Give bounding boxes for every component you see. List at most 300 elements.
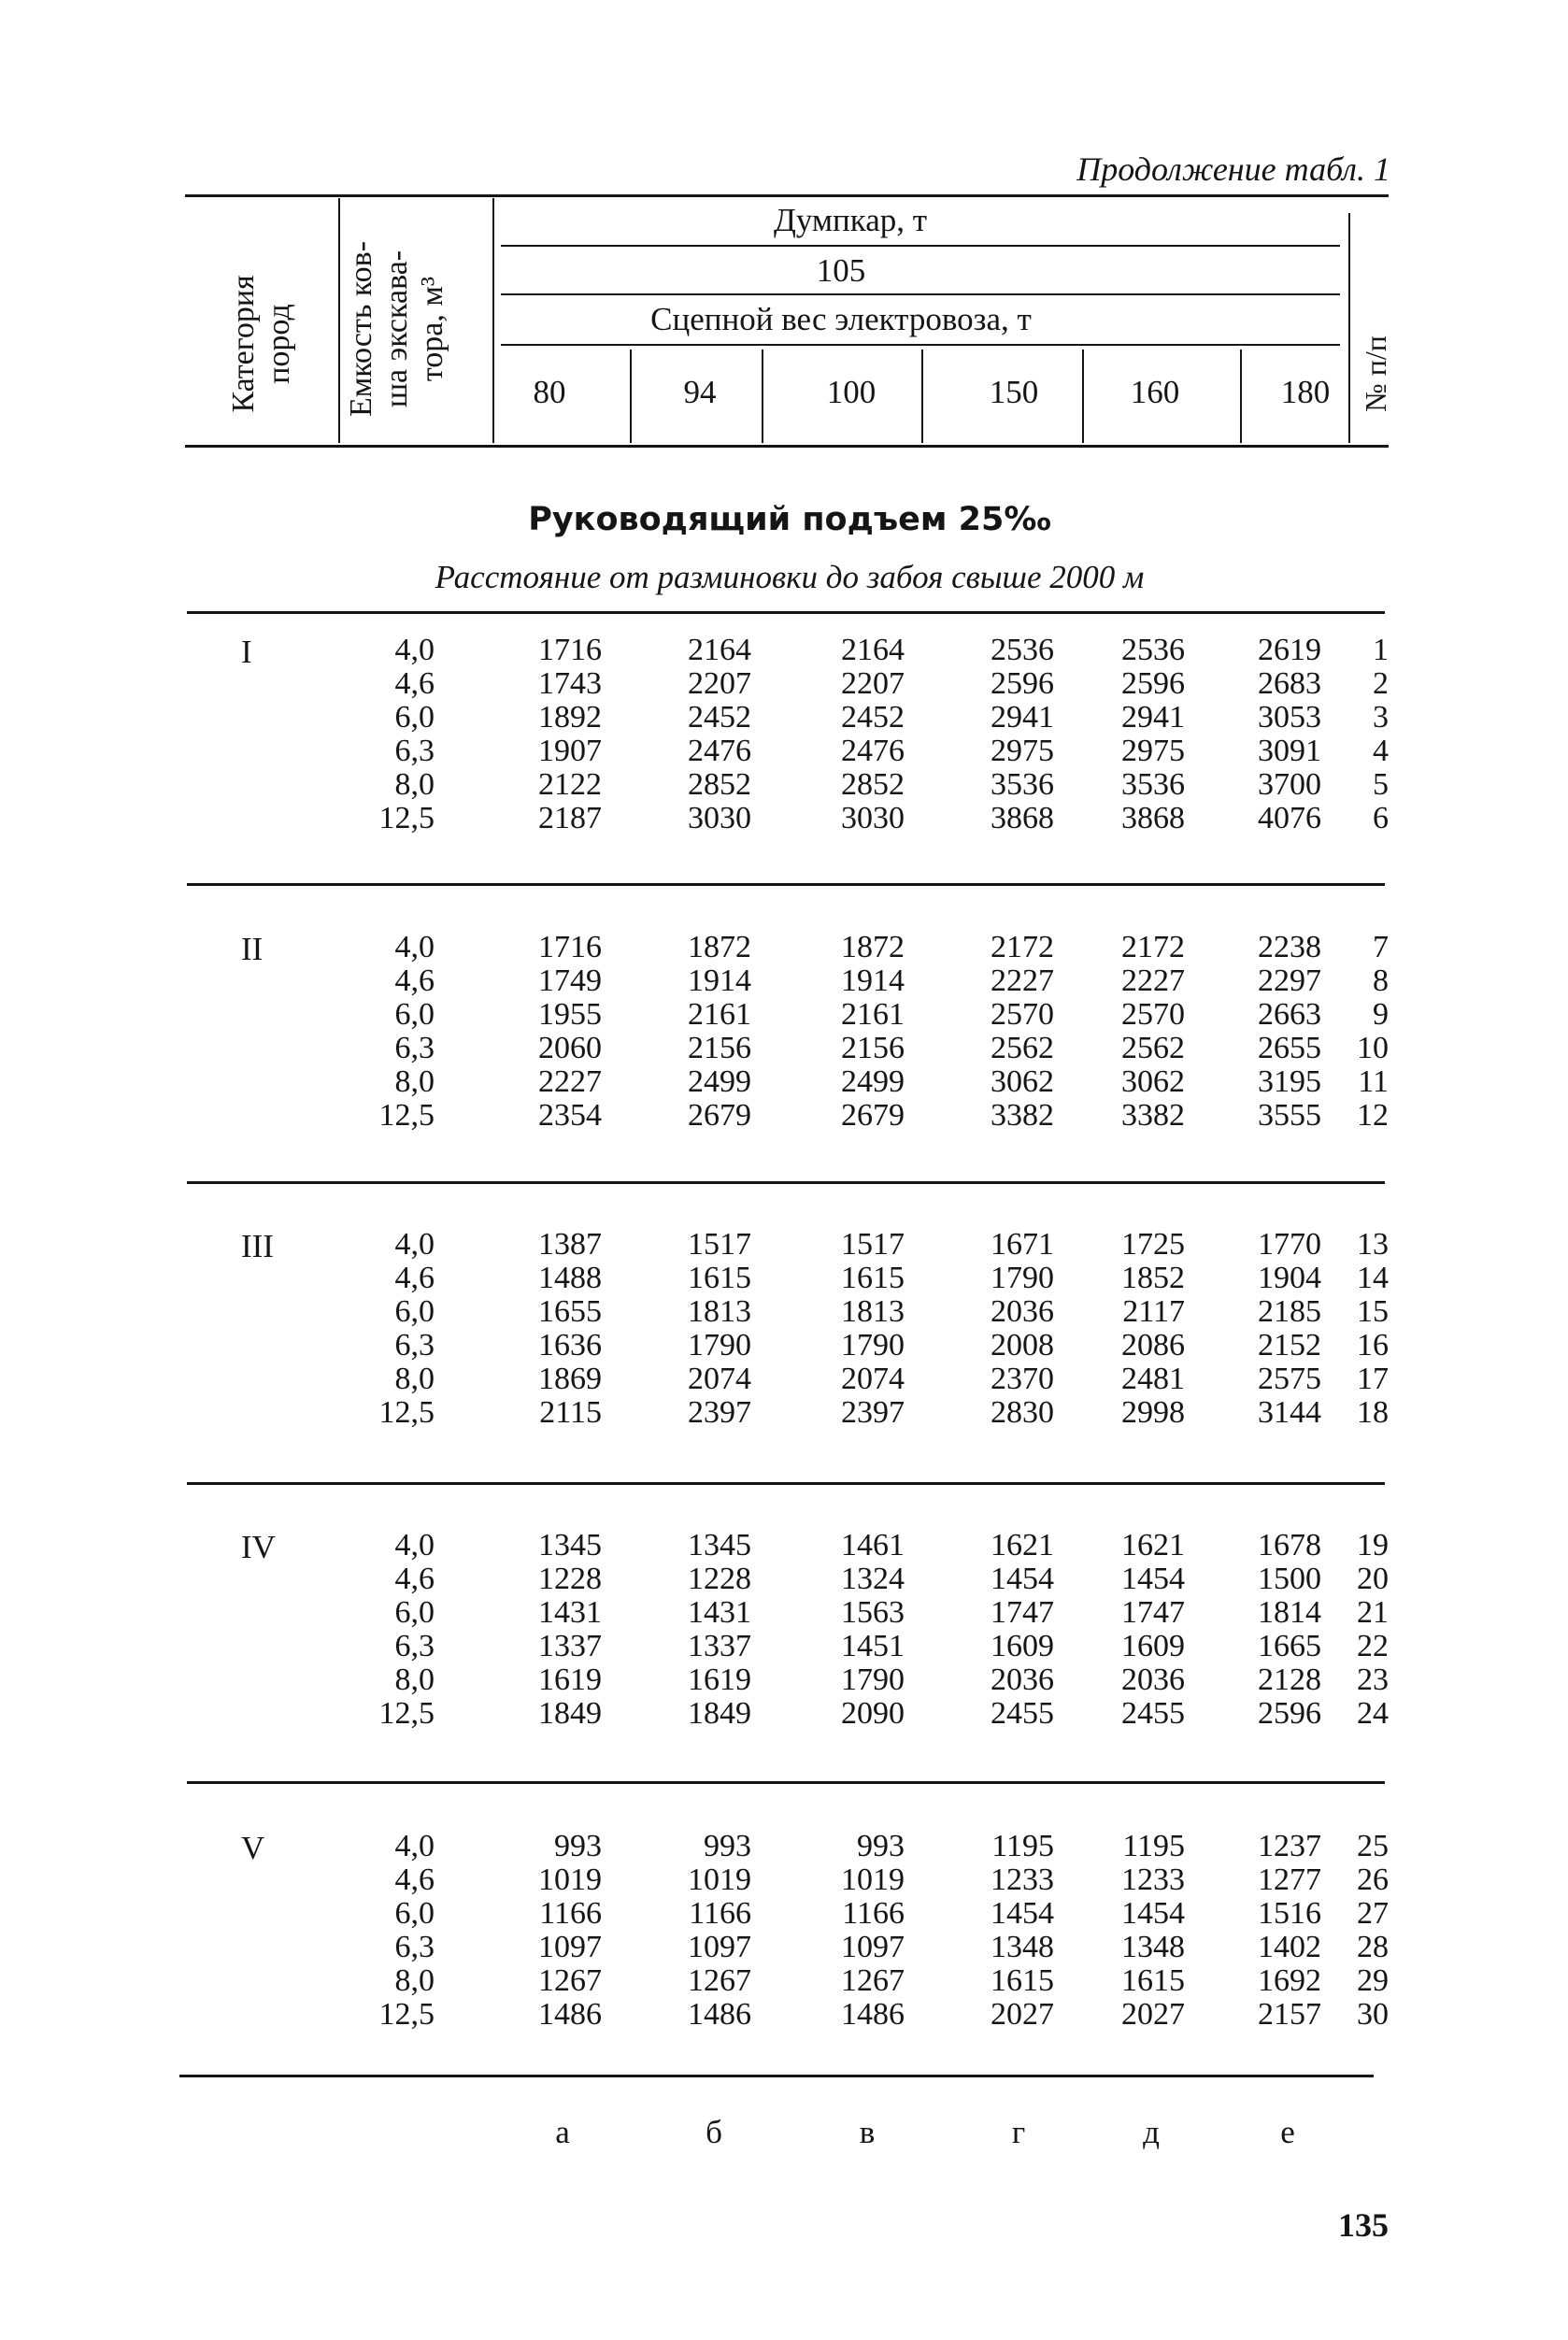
value-column [783, 931, 905, 1133]
header-loco-weight: Сцепной вес электровоза, т [650, 301, 1032, 337]
value-column [480, 1228, 602, 1430]
col-header: 150 [989, 374, 1039, 410]
table-cell: 1813 [841, 1294, 905, 1329]
category-label: V [241, 1830, 265, 1866]
table-cell: 4,6 [394, 1562, 435, 1596]
table-cell: 2998 [1121, 1395, 1185, 1430]
table-cell: 2164 [688, 633, 751, 667]
table-cell: 2570 [1121, 997, 1185, 1032]
group-separator [187, 1781, 1385, 1784]
table-cell: 1743 [538, 666, 602, 701]
value-column [1063, 1228, 1185, 1430]
table-cell: 2172 [1121, 930, 1185, 964]
header-dumpcar: Думпкар, т [773, 202, 928, 238]
table-cell: 2238 [1258, 930, 1321, 964]
table-cell: 2122 [538, 767, 602, 802]
table-bottom-rule [179, 2075, 1374, 2077]
row-number-column [1267, 1830, 1389, 2032]
table-cell: 1431 [538, 1595, 602, 1630]
table-cell: 1790 [841, 1328, 905, 1363]
value-column [1063, 1830, 1185, 2032]
table-cell: 23 [1357, 1662, 1389, 1697]
table-cell: 6,3 [394, 1629, 435, 1663]
table-cell: 2187 [538, 801, 602, 835]
table-cell: 1348 [991, 1930, 1054, 1964]
table-cell: 2679 [688, 1098, 751, 1133]
table-cell: 2596 [1121, 666, 1185, 701]
header-divider [1082, 350, 1084, 443]
table-cell: 1872 [841, 930, 905, 964]
bucket-column [313, 1830, 435, 2032]
table-cell: 2297 [1258, 963, 1321, 998]
table-cell: 1345 [538, 1528, 602, 1562]
section-subtitle: Расстояние от разминовки до забоя свыше 2000 м [435, 559, 1145, 595]
table-cell: 1267 [688, 1963, 751, 1998]
table-cell: 2452 [688, 700, 751, 735]
table-cell: 1852 [1121, 1261, 1185, 1295]
table-cell: 1500 [1258, 1562, 1321, 1596]
table-cell: 8 [1373, 963, 1389, 998]
value-column [480, 634, 602, 835]
table-cell: 1488 [538, 1261, 602, 1295]
table-cell: 2157 [1258, 1997, 1321, 2032]
header-category: Категория пород [226, 275, 296, 413]
column-letter: а [555, 2114, 570, 2150]
table-cell: 3868 [991, 801, 1054, 835]
table-cell: 4 [1373, 734, 1389, 768]
table-cell: 2227 [991, 963, 1054, 998]
table-cell: 2074 [688, 1362, 751, 1396]
table-cell: 2060 [538, 1031, 602, 1065]
table-cell: 1615 [991, 1963, 1054, 1998]
table-cell: 1621 [1121, 1528, 1185, 1562]
table-cell: 1267 [841, 1963, 905, 1998]
header-divider [338, 198, 340, 443]
table-cell: 2683 [1258, 666, 1321, 701]
table-cell: 1814 [1258, 1595, 1321, 1630]
table-cell: 21 [1357, 1595, 1389, 1630]
row-number-column [1267, 634, 1389, 835]
table-cell: 1716 [538, 633, 602, 667]
value-column [933, 1228, 1054, 1430]
table-cell: 1454 [1121, 1562, 1185, 1596]
bucket-column [313, 634, 435, 835]
table-cell: 1451 [841, 1629, 905, 1663]
column-letter: г [1011, 2114, 1026, 2150]
table-cell: 1228 [688, 1562, 751, 1596]
table-cell: 993 [704, 1829, 751, 1863]
value-column [630, 634, 751, 835]
value-column [630, 1529, 751, 1731]
header-rule [501, 344, 1340, 346]
table-cell: 993 [857, 1829, 905, 1863]
table-cell: 1725 [1121, 1227, 1185, 1262]
table-cell: 1454 [991, 1562, 1054, 1596]
table-cell: 1233 [1121, 1862, 1185, 1897]
table-cell: 2455 [991, 1696, 1054, 1731]
table-cell: 1790 [688, 1328, 751, 1363]
table-cell: 12,5 [378, 1696, 435, 1731]
table-cell: 3700 [1258, 767, 1321, 802]
table-cell: 4,6 [394, 1261, 435, 1295]
table-cell: 28 [1357, 1930, 1389, 1964]
table-cell: 1665 [1258, 1629, 1321, 1663]
table-cell: 13 [1357, 1227, 1389, 1262]
table-continuation-label: Продолжение табл. 1 [1076, 150, 1390, 188]
table-cell: 1 [1373, 633, 1389, 667]
table-cell: 2570 [991, 997, 1054, 1032]
table-cell: 4,0 [394, 1227, 435, 1262]
bucket-column [313, 1228, 435, 1430]
table-cell: 2452 [841, 700, 905, 735]
table-cell: 2941 [1121, 700, 1185, 735]
table-cell: 1872 [688, 930, 751, 964]
row-number-column [1267, 931, 1389, 1133]
header-rule [501, 293, 1340, 295]
value-column [1063, 634, 1185, 835]
table-cell: 8,0 [394, 1362, 435, 1396]
column-letter: в [859, 2114, 876, 2150]
table-cell: 1337 [538, 1629, 602, 1663]
table-cell: 24 [1357, 1696, 1389, 1731]
table-cell: 12,5 [378, 1997, 435, 2032]
category-label: I [241, 634, 252, 670]
table-cell: 4,6 [394, 1862, 435, 1897]
table-cell: 1671 [991, 1227, 1054, 1262]
table-cell: 1563 [841, 1595, 905, 1630]
table-cell: 2663 [1258, 997, 1321, 1032]
table-cell: 1348 [1121, 1930, 1185, 1964]
table-cell: 1615 [841, 1261, 905, 1295]
table-cell: 20 [1357, 1562, 1389, 1596]
table-cell: 993 [554, 1829, 602, 1863]
table-cell: 6,0 [394, 1595, 435, 1630]
header-top-rule [185, 194, 1389, 197]
table-cell: 6,3 [394, 734, 435, 768]
value-column [480, 1830, 602, 2032]
table-cell: 1678 [1258, 1528, 1321, 1562]
table-cell: 2852 [841, 767, 905, 802]
table-cell: 4,0 [394, 1829, 435, 1863]
table-cell: 6,0 [394, 1294, 435, 1329]
table-cell: 12,5 [378, 1395, 435, 1430]
table-cell: 17 [1357, 1362, 1389, 1396]
table-cell: 2975 [1121, 734, 1185, 768]
table-cell: 1454 [991, 1896, 1054, 1931]
table-cell: 1619 [538, 1662, 602, 1697]
table-cell: 12 [1357, 1098, 1389, 1133]
table-cell: 3195 [1258, 1064, 1321, 1099]
table-cell: 4,0 [394, 633, 435, 667]
bucket-column [313, 1529, 435, 1731]
table-cell: 2036 [991, 1662, 1054, 1697]
table-cell: 1387 [538, 1227, 602, 1262]
table-cell: 6,3 [394, 1031, 435, 1065]
table-cell: 3030 [688, 801, 751, 835]
table-cell: 2655 [1258, 1031, 1321, 1065]
table-cell: 3062 [1121, 1064, 1185, 1099]
table-cell: 1615 [688, 1261, 751, 1295]
group-separator [187, 883, 1385, 886]
table-cell: 1609 [991, 1629, 1054, 1663]
value-column [630, 1830, 751, 2032]
table-cell: 3091 [1258, 734, 1321, 768]
table-cell: 26 [1357, 1862, 1389, 1897]
table-cell: 1849 [688, 1696, 751, 1731]
table-cell: 3536 [1121, 767, 1185, 802]
table-cell: 1195 [1122, 1829, 1185, 1863]
table-cell: 12,5 [378, 801, 435, 835]
table-cell: 2036 [991, 1294, 1054, 1329]
col-header: 80 [533, 374, 566, 410]
table-cell: 22 [1357, 1629, 1389, 1663]
table-cell: 1277 [1258, 1862, 1321, 1897]
table-cell: 2008 [991, 1328, 1054, 1363]
table-cell: 1914 [841, 963, 905, 998]
value-column [1063, 931, 1185, 1133]
table-cell: 1166 [539, 1896, 602, 1931]
header-row-number: № п/п [1359, 335, 1392, 412]
table-cell: 2536 [1121, 633, 1185, 667]
table-cell: 12,5 [378, 1098, 435, 1133]
table-cell: 3382 [1121, 1098, 1185, 1133]
table-cell: 4,0 [394, 930, 435, 964]
value-column [480, 931, 602, 1133]
table-cell: 2619 [1258, 633, 1321, 667]
value-column [783, 1228, 905, 1430]
table-cell: 1233 [991, 1862, 1054, 1897]
section-rule [187, 611, 1385, 614]
header-bucket-capacity: Емкость ков- ша экскава- тора, м³ [344, 240, 449, 418]
table-cell: 1516 [1258, 1896, 1321, 1931]
table-cell: 1431 [688, 1595, 751, 1630]
table-cell: 1486 [841, 1997, 905, 2032]
table-cell: 3555 [1258, 1098, 1321, 1133]
table-cell: 1019 [538, 1862, 602, 1897]
table-cell: 1790 [841, 1662, 905, 1697]
col-header: 180 [1280, 374, 1331, 410]
table-cell: 2185 [1258, 1294, 1321, 1329]
table-cell: 4076 [1258, 801, 1321, 835]
table-cell: 1655 [538, 1294, 602, 1329]
table-cell: 1747 [1121, 1595, 1185, 1630]
table-cell: 2227 [1121, 963, 1185, 998]
page-number: 135 [1338, 2206, 1389, 2244]
table-cell: 1892 [538, 700, 602, 735]
table-cell: 27 [1357, 1896, 1389, 1931]
table-cell: 6,0 [394, 997, 435, 1032]
table-cell: 1749 [538, 963, 602, 998]
bucket-column [313, 931, 435, 1133]
table-cell: 1904 [1258, 1261, 1321, 1295]
table-cell: 1849 [538, 1696, 602, 1731]
table-cell: 3536 [991, 767, 1054, 802]
table-cell: 2164 [841, 633, 905, 667]
table-cell: 1402 [1258, 1930, 1321, 1964]
table-cell: 1692 [1258, 1963, 1321, 1998]
value-column [933, 634, 1054, 835]
table-cell: 1486 [688, 1997, 751, 2032]
header-divider [492, 198, 494, 443]
table-cell: 4,6 [394, 963, 435, 998]
column-letter: е [1280, 2114, 1295, 2150]
table-cell: 2941 [991, 700, 1054, 735]
table-cell: 5 [1373, 767, 1389, 802]
table-cell: 2090 [841, 1696, 905, 1731]
group-separator [187, 1181, 1385, 1184]
table-cell: 8,0 [394, 1064, 435, 1099]
table-cell: 2354 [538, 1098, 602, 1133]
table-cell: 8,0 [394, 1662, 435, 1697]
table-cell: 7 [1373, 930, 1389, 964]
table-cell: 1019 [841, 1862, 905, 1897]
table-cell: 2207 [688, 666, 751, 701]
table-cell: 11 [1358, 1064, 1389, 1099]
table-cell: 2207 [841, 666, 905, 701]
table-cell: 9 [1373, 997, 1389, 1032]
table-cell: 4,6 [394, 666, 435, 701]
table-cell: 1517 [688, 1227, 751, 1262]
category-label: IV [241, 1529, 276, 1565]
table-cell: 1636 [538, 1328, 602, 1363]
table-cell: 2086 [1121, 1328, 1185, 1363]
table-cell: 25 [1357, 1829, 1389, 1863]
column-letter: д [1143, 2114, 1160, 2150]
table-cell: 1195 [991, 1829, 1054, 1863]
table-cell: 2036 [1121, 1662, 1185, 1697]
table-cell: 6,0 [394, 700, 435, 735]
col-header: 160 [1130, 374, 1180, 410]
value-column [480, 1529, 602, 1731]
col-header: 94 [683, 374, 717, 410]
table-cell: 2975 [991, 734, 1054, 768]
table-cell: 1914 [688, 963, 751, 998]
table-cell: 1621 [991, 1528, 1054, 1562]
table-cell: 2172 [991, 930, 1054, 964]
table-cell: 2397 [688, 1395, 751, 1430]
table-cell: 2152 [1258, 1328, 1321, 1363]
table-cell: 1869 [538, 1362, 602, 1396]
row-number-column [1267, 1529, 1389, 1731]
table-cell: 2370 [991, 1362, 1054, 1396]
table-cell: 3030 [841, 801, 905, 835]
table-cell: 1907 [538, 734, 602, 768]
table-cell: 2027 [991, 1997, 1054, 2032]
table-cell: 2476 [841, 734, 905, 768]
table-cell: 18 [1357, 1395, 1389, 1430]
table-cell: 16 [1357, 1328, 1389, 1363]
table-cell: 1267 [538, 1963, 602, 1998]
header-divider [1348, 213, 1350, 443]
header-divider [762, 350, 763, 443]
value-column [630, 1228, 751, 1430]
table-cell: 1716 [538, 930, 602, 964]
table-cell: 2562 [991, 1031, 1054, 1065]
table-cell: 10 [1357, 1031, 1389, 1065]
value-column [783, 634, 905, 835]
table-cell: 1454 [1121, 1896, 1185, 1931]
table-cell: 4,0 [394, 1528, 435, 1562]
table-cell: 1790 [991, 1261, 1054, 1295]
header-divider [630, 350, 632, 443]
value-column [933, 1529, 1054, 1731]
table-cell: 14 [1357, 1261, 1389, 1295]
table-cell: 2476 [688, 734, 751, 768]
table-cell: 6,0 [394, 1896, 435, 1931]
table-cell: 2596 [1258, 1696, 1321, 1731]
header-divider [921, 350, 923, 443]
table-cell: 1619 [688, 1662, 751, 1697]
table-cell: 2536 [991, 633, 1054, 667]
table-cell: 1486 [538, 1997, 602, 2032]
category-label: II [241, 931, 264, 967]
table-cell: 2161 [841, 997, 905, 1032]
table-cell: 2 [1373, 666, 1389, 701]
table-cell: 2499 [841, 1064, 905, 1099]
row-number-column [1267, 1228, 1389, 1430]
value-column [783, 1529, 905, 1731]
table-cell: 1813 [688, 1294, 751, 1329]
table-cell: 29 [1357, 1963, 1389, 1998]
table-cell: 1166 [842, 1896, 905, 1931]
column-letter: б [706, 2114, 722, 2150]
table-cell: 1019 [688, 1862, 751, 1897]
table-cell: 2156 [841, 1031, 905, 1065]
table-cell: 2679 [841, 1098, 905, 1133]
table-cell: 2397 [841, 1395, 905, 1430]
header-rule [501, 245, 1340, 247]
table-cell: 2596 [991, 666, 1054, 701]
table-cell: 1345 [688, 1528, 751, 1562]
table-cell: 1461 [841, 1528, 905, 1562]
header-divider [1240, 350, 1242, 443]
table-cell: 8,0 [394, 1963, 435, 1998]
table-cell: 1337 [688, 1629, 751, 1663]
table-cell: 2074 [841, 1362, 905, 1396]
table-cell: 1517 [841, 1227, 905, 1262]
table-cell: 1097 [538, 1930, 602, 1964]
table-cell: 1615 [1121, 1963, 1185, 1998]
table-cell: 2128 [1258, 1662, 1321, 1697]
header-dumpcar-capacity: 105 [816, 252, 866, 289]
table-cell: 19 [1357, 1528, 1389, 1562]
group-separator [187, 1482, 1385, 1485]
table-cell: 2027 [1121, 1997, 1185, 2032]
table-cell: 2227 [538, 1064, 602, 1099]
table-cell: 15 [1357, 1294, 1389, 1329]
table-cell: 8,0 [394, 767, 435, 802]
table-cell: 3868 [1121, 801, 1185, 835]
table-cell: 2481 [1121, 1362, 1185, 1396]
table-cell: 2115 [539, 1395, 602, 1430]
table-cell: 2830 [991, 1395, 1054, 1430]
table-cell: 1609 [1121, 1629, 1185, 1663]
value-column [783, 1830, 905, 2032]
table-cell: 1166 [689, 1896, 751, 1931]
table-cell: 1228 [538, 1562, 602, 1596]
table-cell: 2156 [688, 1031, 751, 1065]
table-cell: 3144 [1258, 1395, 1321, 1430]
table-cell: 1097 [688, 1930, 751, 1964]
table-cell: 2117 [1122, 1294, 1185, 1329]
table-cell: 6,3 [394, 1328, 435, 1363]
table-cell: 1955 [538, 997, 602, 1032]
table-cell: 2161 [688, 997, 751, 1032]
table-cell: 1770 [1258, 1227, 1321, 1262]
table-cell: 1237 [1258, 1829, 1321, 1863]
value-column [1063, 1529, 1185, 1731]
table-cell: 6 [1373, 801, 1389, 835]
